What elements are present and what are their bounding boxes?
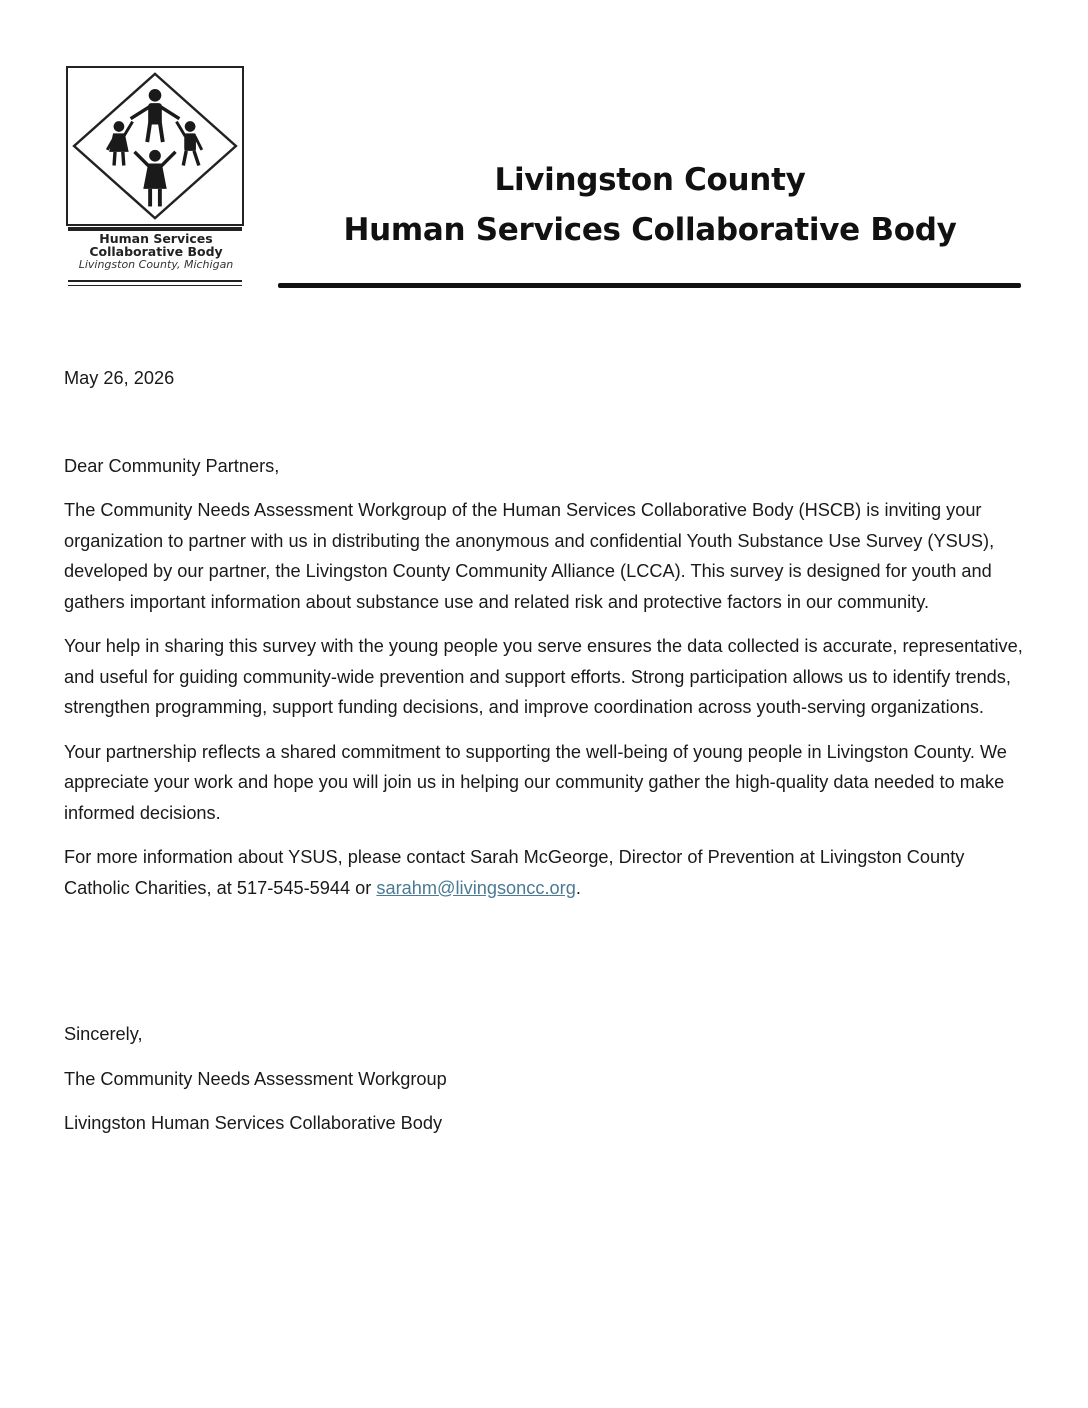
logo-underline [68, 280, 242, 282]
people-circle-icon [68, 68, 242, 224]
organization-logo [66, 66, 244, 290]
logo-underline-thin [68, 285, 242, 286]
letterhead-rule [278, 283, 1021, 288]
body-paragraph-2: Your help in sharing this survey with the young people you serve ensures the data collected is accurate, representative, and useful for guiding community-wide prevention and support efforts. Strong participation allows us to identify trends, strengthen programming, support funding decisions, and improve coordination across youth-serving organizations. [64, 636, 1023, 717]
letterhead-title-line1: Livingston County [494, 162, 806, 198]
contact-paragraph [64, 842, 1024, 903]
letterhead-title-line2: Human Services Collaborative Body [343, 212, 957, 248]
contact-end: . [575, 877, 581, 898]
letter-date [64, 363, 1024, 394]
closing-text: Sincerely, [64, 1024, 143, 1044]
salutation-text: Dear Community Partners, [64, 456, 280, 476]
signature-line-1: The Community Needs Assessment Workgroup [64, 1068, 447, 1089]
logo-caption-line2: Collaborative Body [89, 244, 223, 259]
logo-caption-line3: Livingston County, Michigan [78, 258, 234, 271]
contact-text: For more information about YSUS, please contact Sarah McGeorge, Director of Prevention at Livingston County Catholic Charities, at 517-545-5944 or [64, 847, 965, 898]
logo-caption [68, 232, 244, 271]
signature-line-2: Livingston Human Services Collaborative Body [64, 1113, 443, 1133]
logo-emblem [66, 66, 244, 226]
contact-email-link[interactable]: sarahm@livingsoncc.org [376, 877, 576, 898]
body-paragraph-1: The Community Needs Assessment Workgroup of the Human Services Collaborative Body (HSCB) is inviting your organization to partner with us in distributing the anonymous and confidential Youth Substance Use Survey (YSUS), developed by our partner, the Livingston County Community Alliance (LCCA). This survey is designed for youth and gathers important information about substance use and related risk and protective factors in our community. [64, 500, 995, 612]
date-text: May 26, 2026 [64, 368, 175, 388]
body-paragraph-3: Your partnership reflects a shared commitment to supporting the well-being of young people in Livingston County. We appreciate your work and hope you will join us in helping our community gather the high-quality data needed to make informed decisions. [64, 741, 1007, 823]
letter-salutation [64, 451, 1024, 482]
letter-closing [64, 1019, 1024, 1153]
logo-caption-line1: Human Services [99, 231, 213, 246]
letter-body [64, 495, 1024, 917]
